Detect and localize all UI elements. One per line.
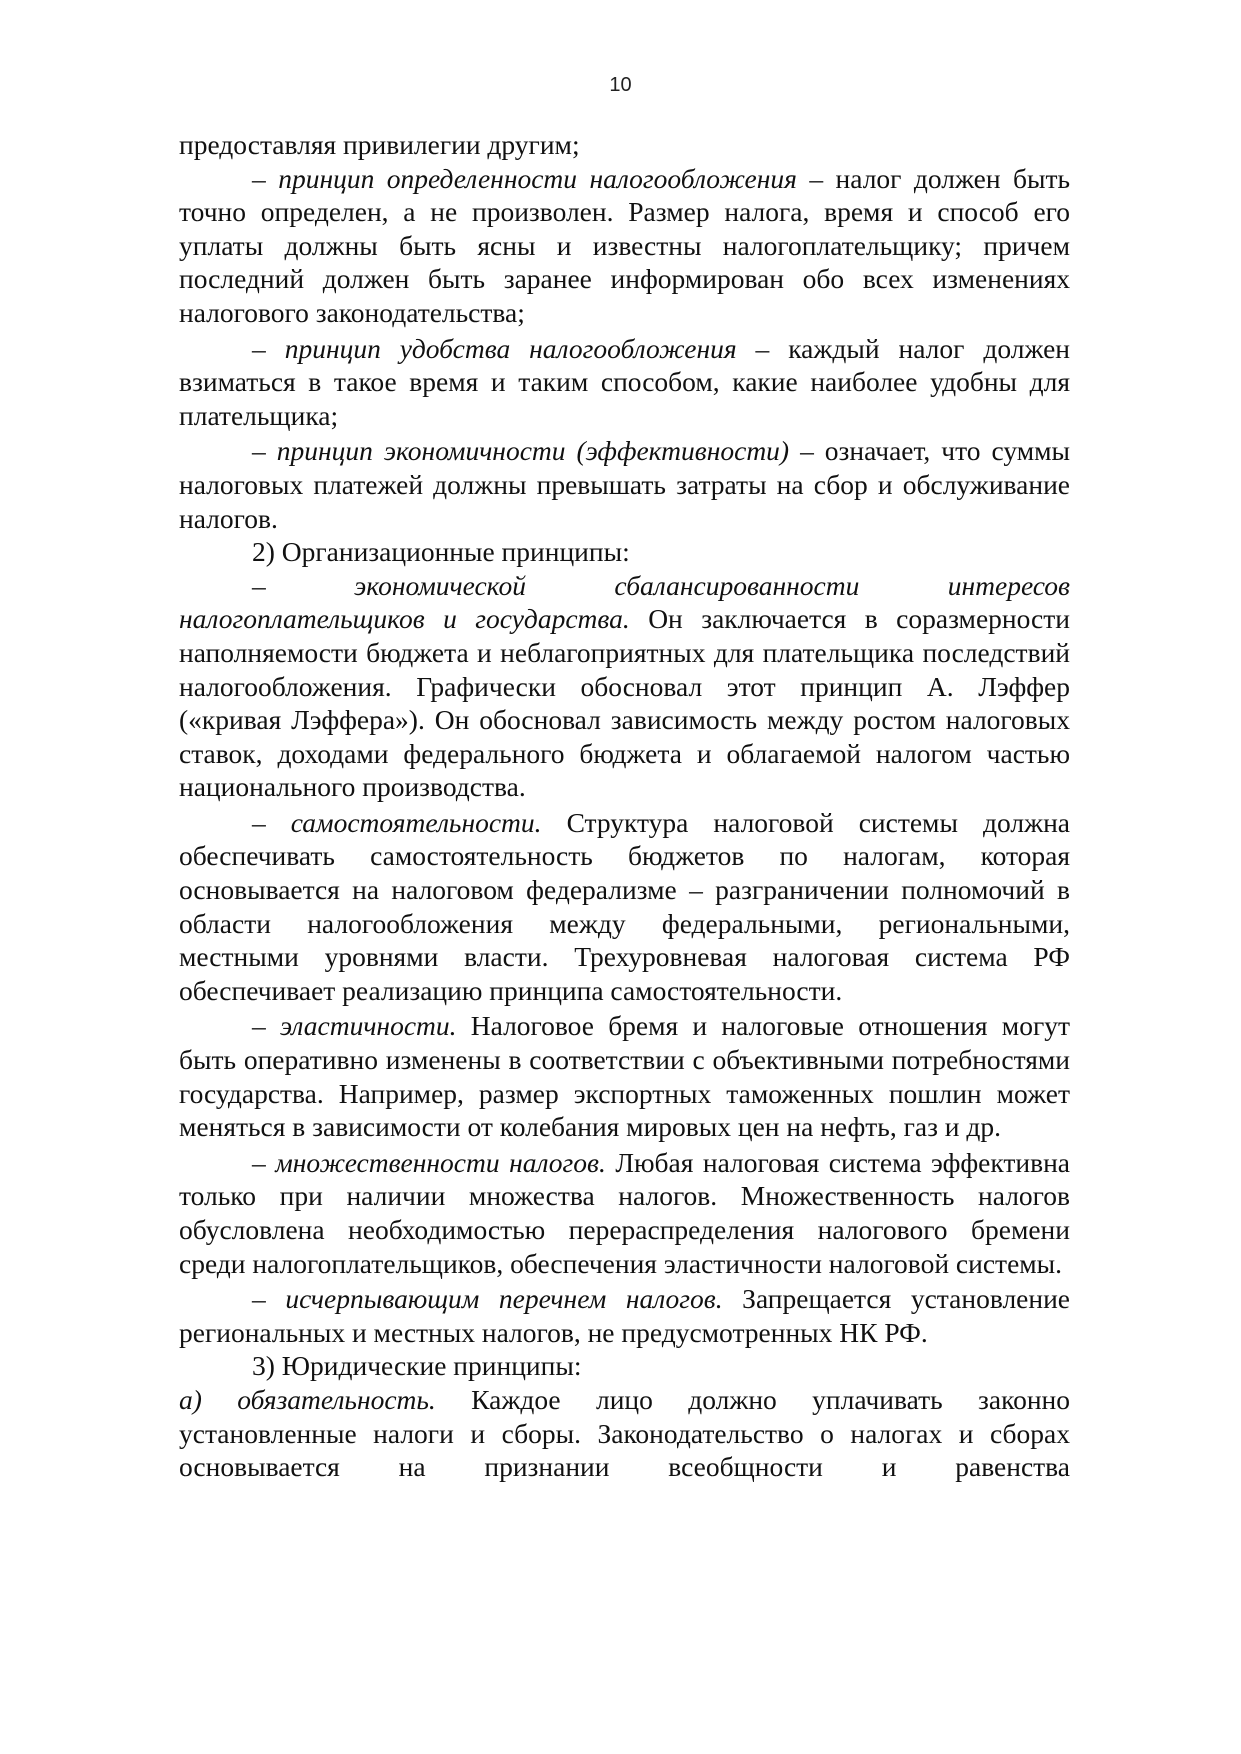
term-italic: множественности налогов. <box>275 1146 606 1178</box>
principle-elasticity: – эластичности. Налоговое бремя и налоговые отношения могут быть оперативно изменены в соответствии с объективными потребностями государства. Например, размер экспортных таможенных пошлин может меняться в зависимости от колебания мировых цен на нефть, газ и др. <box>179 1010 1070 1143</box>
principle-balance: – экономической сбалансированности интересов налогоплательщиков и государства. Он заключается в соразмерности наполняемости бюджета и неблагоприятных для плательщика последствий налогообложения. Графически обосновал этот принцип А. Лэффер («кривая Лэффера»). Он обосновал зависимость между ростом налоговых ставок, доходами федерального бюджета и облагаемой налогом частью национального производства. <box>179 569 1070 803</box>
principle-convenience: – принцип удобства налогообложения – каждый налог должен взиматься в такое время и таким способом, какие наиболее удобны для плательщика; <box>179 332 1071 431</box>
term-italic: принцип определенности налогообложения <box>278 162 797 194</box>
term-italic: эластичности. <box>279 1010 457 1042</box>
term-italic: исчерпывающим перечнем налогов. <box>285 1283 723 1315</box>
section-heading-organizational: 2) Организационные принципы: <box>252 536 630 568</box>
principle-obligation: а) обязательность. Каждое лицо должно уплачивать законно установленные налоги и сборы. Законодательство о налогах и сборах основывается на признании всеобщности и равенства <box>179 1383 1070 1483</box>
principle-independence: – самостоятельности. Структура налоговой системы должна обеспечивать самостоятельность бюджетов по налогам, которая основывается на налоговом федерализме – разграничении полномочий в области налогообложения между федеральными, региональными, местными уровнями власти. Трехуровневая налоговая система РФ обеспечивает реализацию принципа самостоятельности. <box>179 806 1070 1006</box>
principle-exhaustive-list: – исчерпывающим перечнем налогов. Запрещается установление региональных и местных налогов, не предусмотренных НК РФ. <box>179 1283 1071 1348</box>
principle-certainty: – принцип определенности налогообложения – налог должен быть точно определен, а не произволен. Размер налога, время и способ его уплаты должны быть ясны и известны налогоплательщику; причем последний должен быть заранее информирован обо всех изменениях налогового законодательства; <box>179 162 1071 328</box>
section-heading-legal: 3) Юридические принципы: <box>252 1350 582 1382</box>
term-italic: экономической сбалансированности интересов налогоплательщиков и государства. <box>179 569 1070 635</box>
term-italic: а) обязательность. <box>179 1383 436 1415</box>
term-italic: принцип удобства налогообложения <box>284 332 737 364</box>
term-italic: самостоятельности. <box>290 806 542 838</box>
paragraph-continuation: предоставляя привилегии другим; <box>179 129 580 160</box>
document-body <box>179 128 1070 1484</box>
principle-multiplicity: – множественности налогов. Любая налоговая система эффективна только при наличии множества налогов. Множественность налогов обусловлена необходимостью перераспределения налогового бремени среди налогоплательщиков, обеспечения эластичности налоговой системы. <box>179 1146 1071 1279</box>
term-italic: принцип экономичности (эффективности) <box>276 435 790 467</box>
page-number: 10 <box>609 74 632 96</box>
principle-economy: – принцип экономичности (эффективности) – означает, что суммы налоговых платежей должны превышать затраты на сбор и обслуживание налогов. <box>179 435 1071 534</box>
